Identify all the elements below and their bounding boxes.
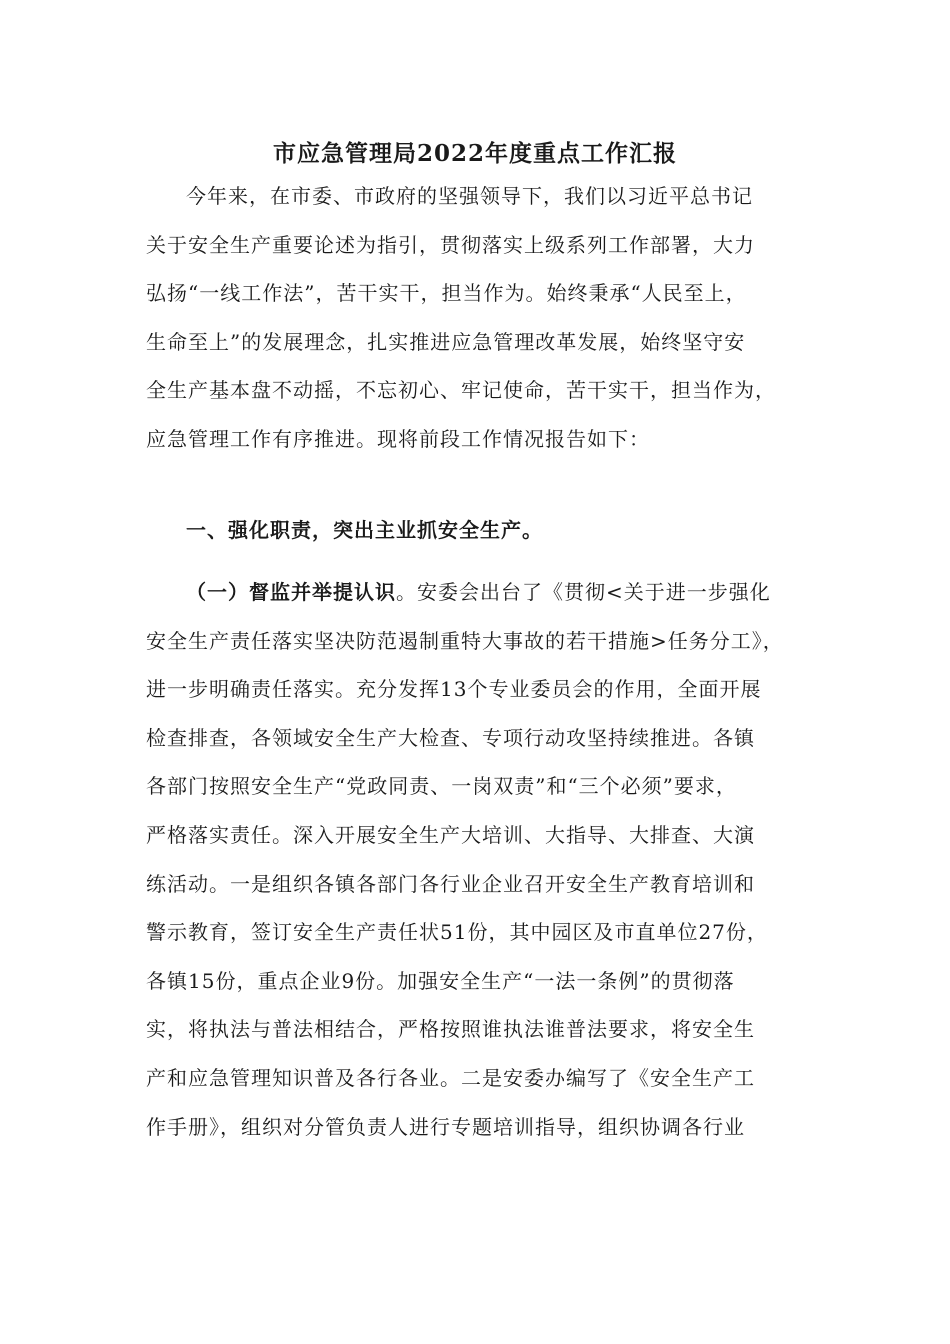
paragraph-line: 作手册》，组织对分管负责人进行专题培训指导，组织协调各行业 (146, 1114, 745, 1139)
paragraph-line (146, 568, 826, 617)
paragraph-line: 应急管理工作有序推进。现将前段工作情况报告如下： (146, 426, 650, 451)
paragraph-line: 今年来，在市委、市政府的坚强领导下，我们以习近平总书记 (186, 184, 753, 208)
paragraph-line: 生命至上”的发展理念，扎实推进应急管理改革发展，始终坚守安 (146, 329, 746, 354)
intro-paragraph (146, 172, 826, 464)
document-title: 市应急管理局2022年度重点工作汇报 (272, 140, 677, 167)
subsection-heading: （一）督监并举提认识 (186, 580, 396, 604)
paragraph-line: 弘扬“一线工作法”，苦干实干，担当作为。始终秉承“人民至上， (146, 281, 747, 306)
paragraph-line: 实，将执法与普法相结合，严格按照谁执法谁普法要求，将安全生 (146, 1017, 755, 1042)
section-heading-text: 一、强化职责，突出主业抓安全生产。 (186, 518, 543, 542)
paragraph-line-text: 。安委会出台了《贯彻<关于进一步强化 (396, 580, 771, 604)
section-paragraph (146, 568, 826, 1151)
paragraph-line: 各部门按照安全生产“党政同责、一岗双责”和“三个必须”要求， (146, 774, 737, 799)
paragraph-line: 安全生产责任落实坚决防范遏制重特大事故的若干措施>任务分工》， (146, 628, 784, 653)
paragraph-line: 产和应急管理知识普及各行各业。二是安委办编写了《安全生产工 (146, 1065, 755, 1090)
section-heading (146, 506, 826, 554)
paragraph-line: 检查排查，各领域安全生产大检查、专项行动攻坚持续推进。各镇 (146, 725, 755, 750)
paragraph-line: 练活动。一是组织各镇各部门各行业企业召开安全生产教育培训和 (146, 871, 755, 896)
paragraph-line: 进一步明确责任落实。充分发挥13个专业委员会的作用，全面开展 (146, 677, 762, 702)
paragraph-line: 警示教育，签订安全生产责任状51份，其中园区及市直单位27份， (146, 920, 768, 945)
paragraph-line: 全生产基本盘不动摇，不忘初心、牢记使命，苦干实干，担当作为， (146, 378, 776, 403)
paragraph-line: 严格落实责任。深入开展安全生产大培训、大指导、大排查、大演 (146, 822, 755, 847)
paragraph-line: 各镇15份，重点企业9份。加强安全生产“一法一条例”的贯彻落 (146, 968, 735, 993)
paragraph-line: 关于安全生产重要论述为指引，贯彻落实上级系列工作部署，大力 (146, 232, 755, 257)
